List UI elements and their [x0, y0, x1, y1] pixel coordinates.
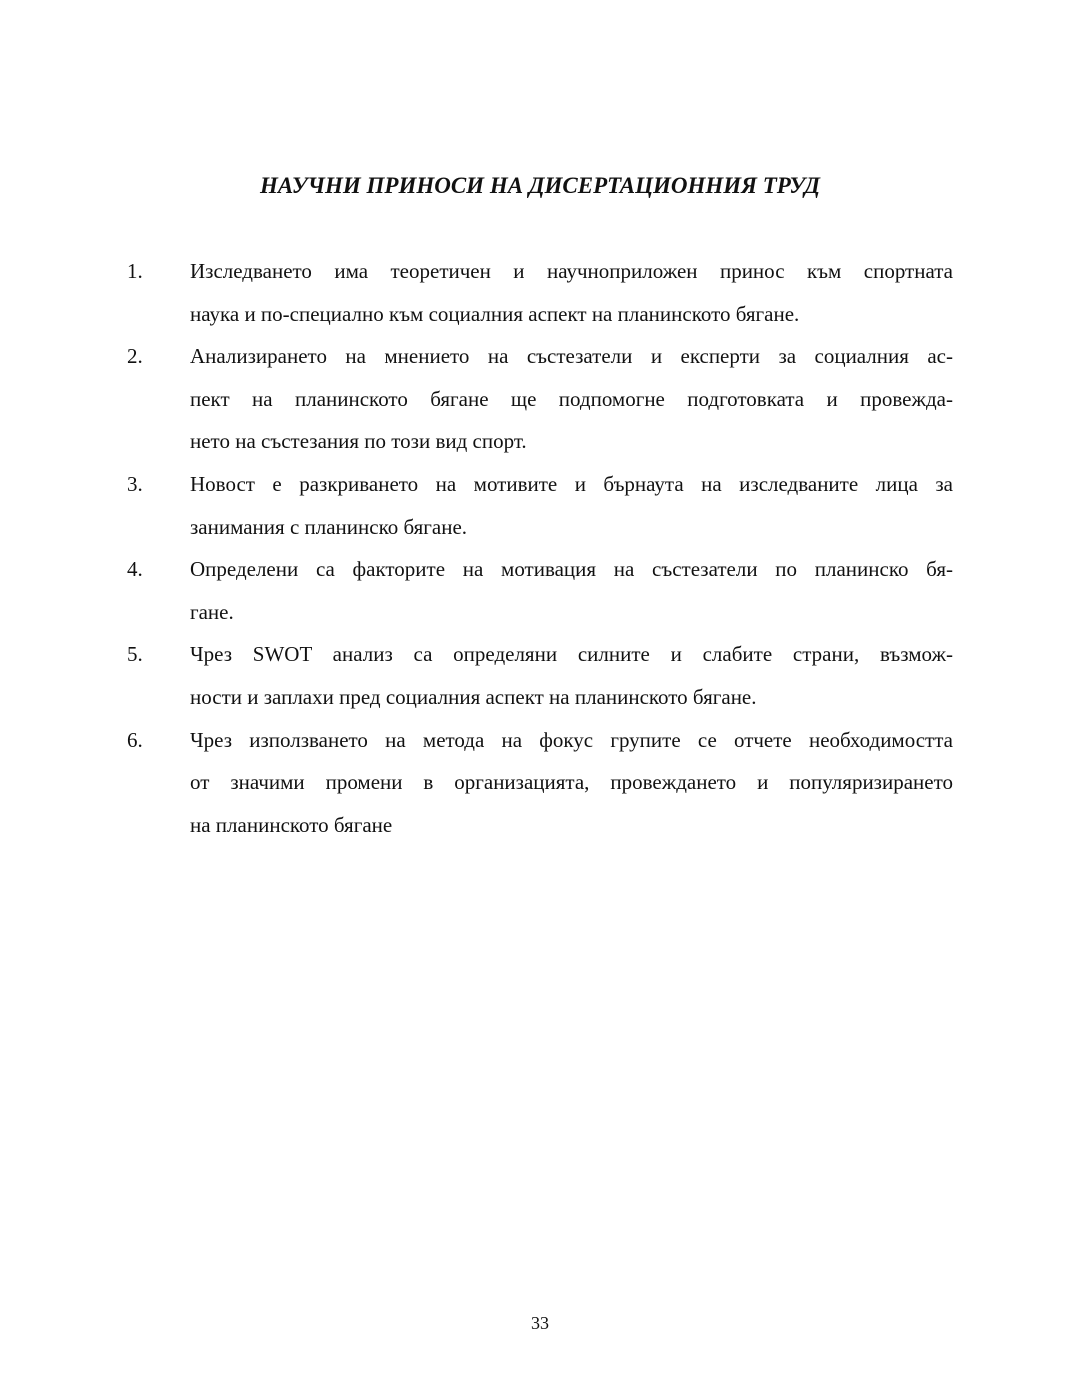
list-item [127, 250, 953, 335]
item-number: 6. [127, 727, 143, 752]
item-number: 1. [127, 259, 143, 283]
item-line: Изследването има теоретичен и научноприложен принос към спортната [190, 259, 953, 283]
page-title: НАУЧНИ ПРИНОСИ НА ДИСЕРТАЦИОННИЯ ТРУД [259, 173, 820, 198]
item-line: наука и по-специално към социалния аспект на планинското бягане. [190, 301, 800, 326]
item-line: пект на планинското бягане ще подпомогне подготовката и провежда- [190, 386, 953, 411]
list-item [127, 463, 953, 548]
list-item [127, 633, 953, 718]
item-line: от значими промени в организацията, провеждането и популяризирането [190, 770, 953, 795]
item-line: нето на състезания по този вид спорт. [190, 429, 527, 454]
item-text [190, 719, 953, 847]
item-text [190, 463, 953, 548]
item-text [190, 548, 953, 633]
item-number: 4. [127, 557, 143, 582]
item-text [190, 633, 953, 718]
item-line: Чрез SWOT анализ са определяни силните и слабите страни, възмож- [190, 642, 953, 667]
item-line: гане. [190, 599, 234, 624]
item-line: Новост е разкриването на мотивите и бърнаута на изследваните лица за [190, 471, 953, 496]
item-line: на планинското бягане [190, 812, 393, 837]
contributions-list [127, 250, 953, 846]
item-line: занимания с планинско бягане. [190, 514, 468, 539]
page-number: 33 [531, 1313, 549, 1333]
item-number: 3. [127, 471, 143, 496]
list-item [127, 548, 953, 633]
item-line: Чрез използването на метода на фокус групите се отчете необходимостта [190, 727, 953, 752]
list-item [127, 335, 953, 463]
list-item [127, 719, 953, 847]
item-text [190, 335, 953, 463]
item-line: ности и заплахи пред социалния аспект на планинското бягане. [190, 684, 757, 709]
item-line: Анализирането на мнението на състезатели и експерти за социалния ас- [190, 344, 953, 369]
item-line: Определени са факторите на мотивация на състезатели по планинско бя- [190, 557, 953, 582]
item-number: 2. [127, 344, 143, 369]
item-text [190, 250, 953, 335]
item-number: 5. [127, 642, 143, 667]
